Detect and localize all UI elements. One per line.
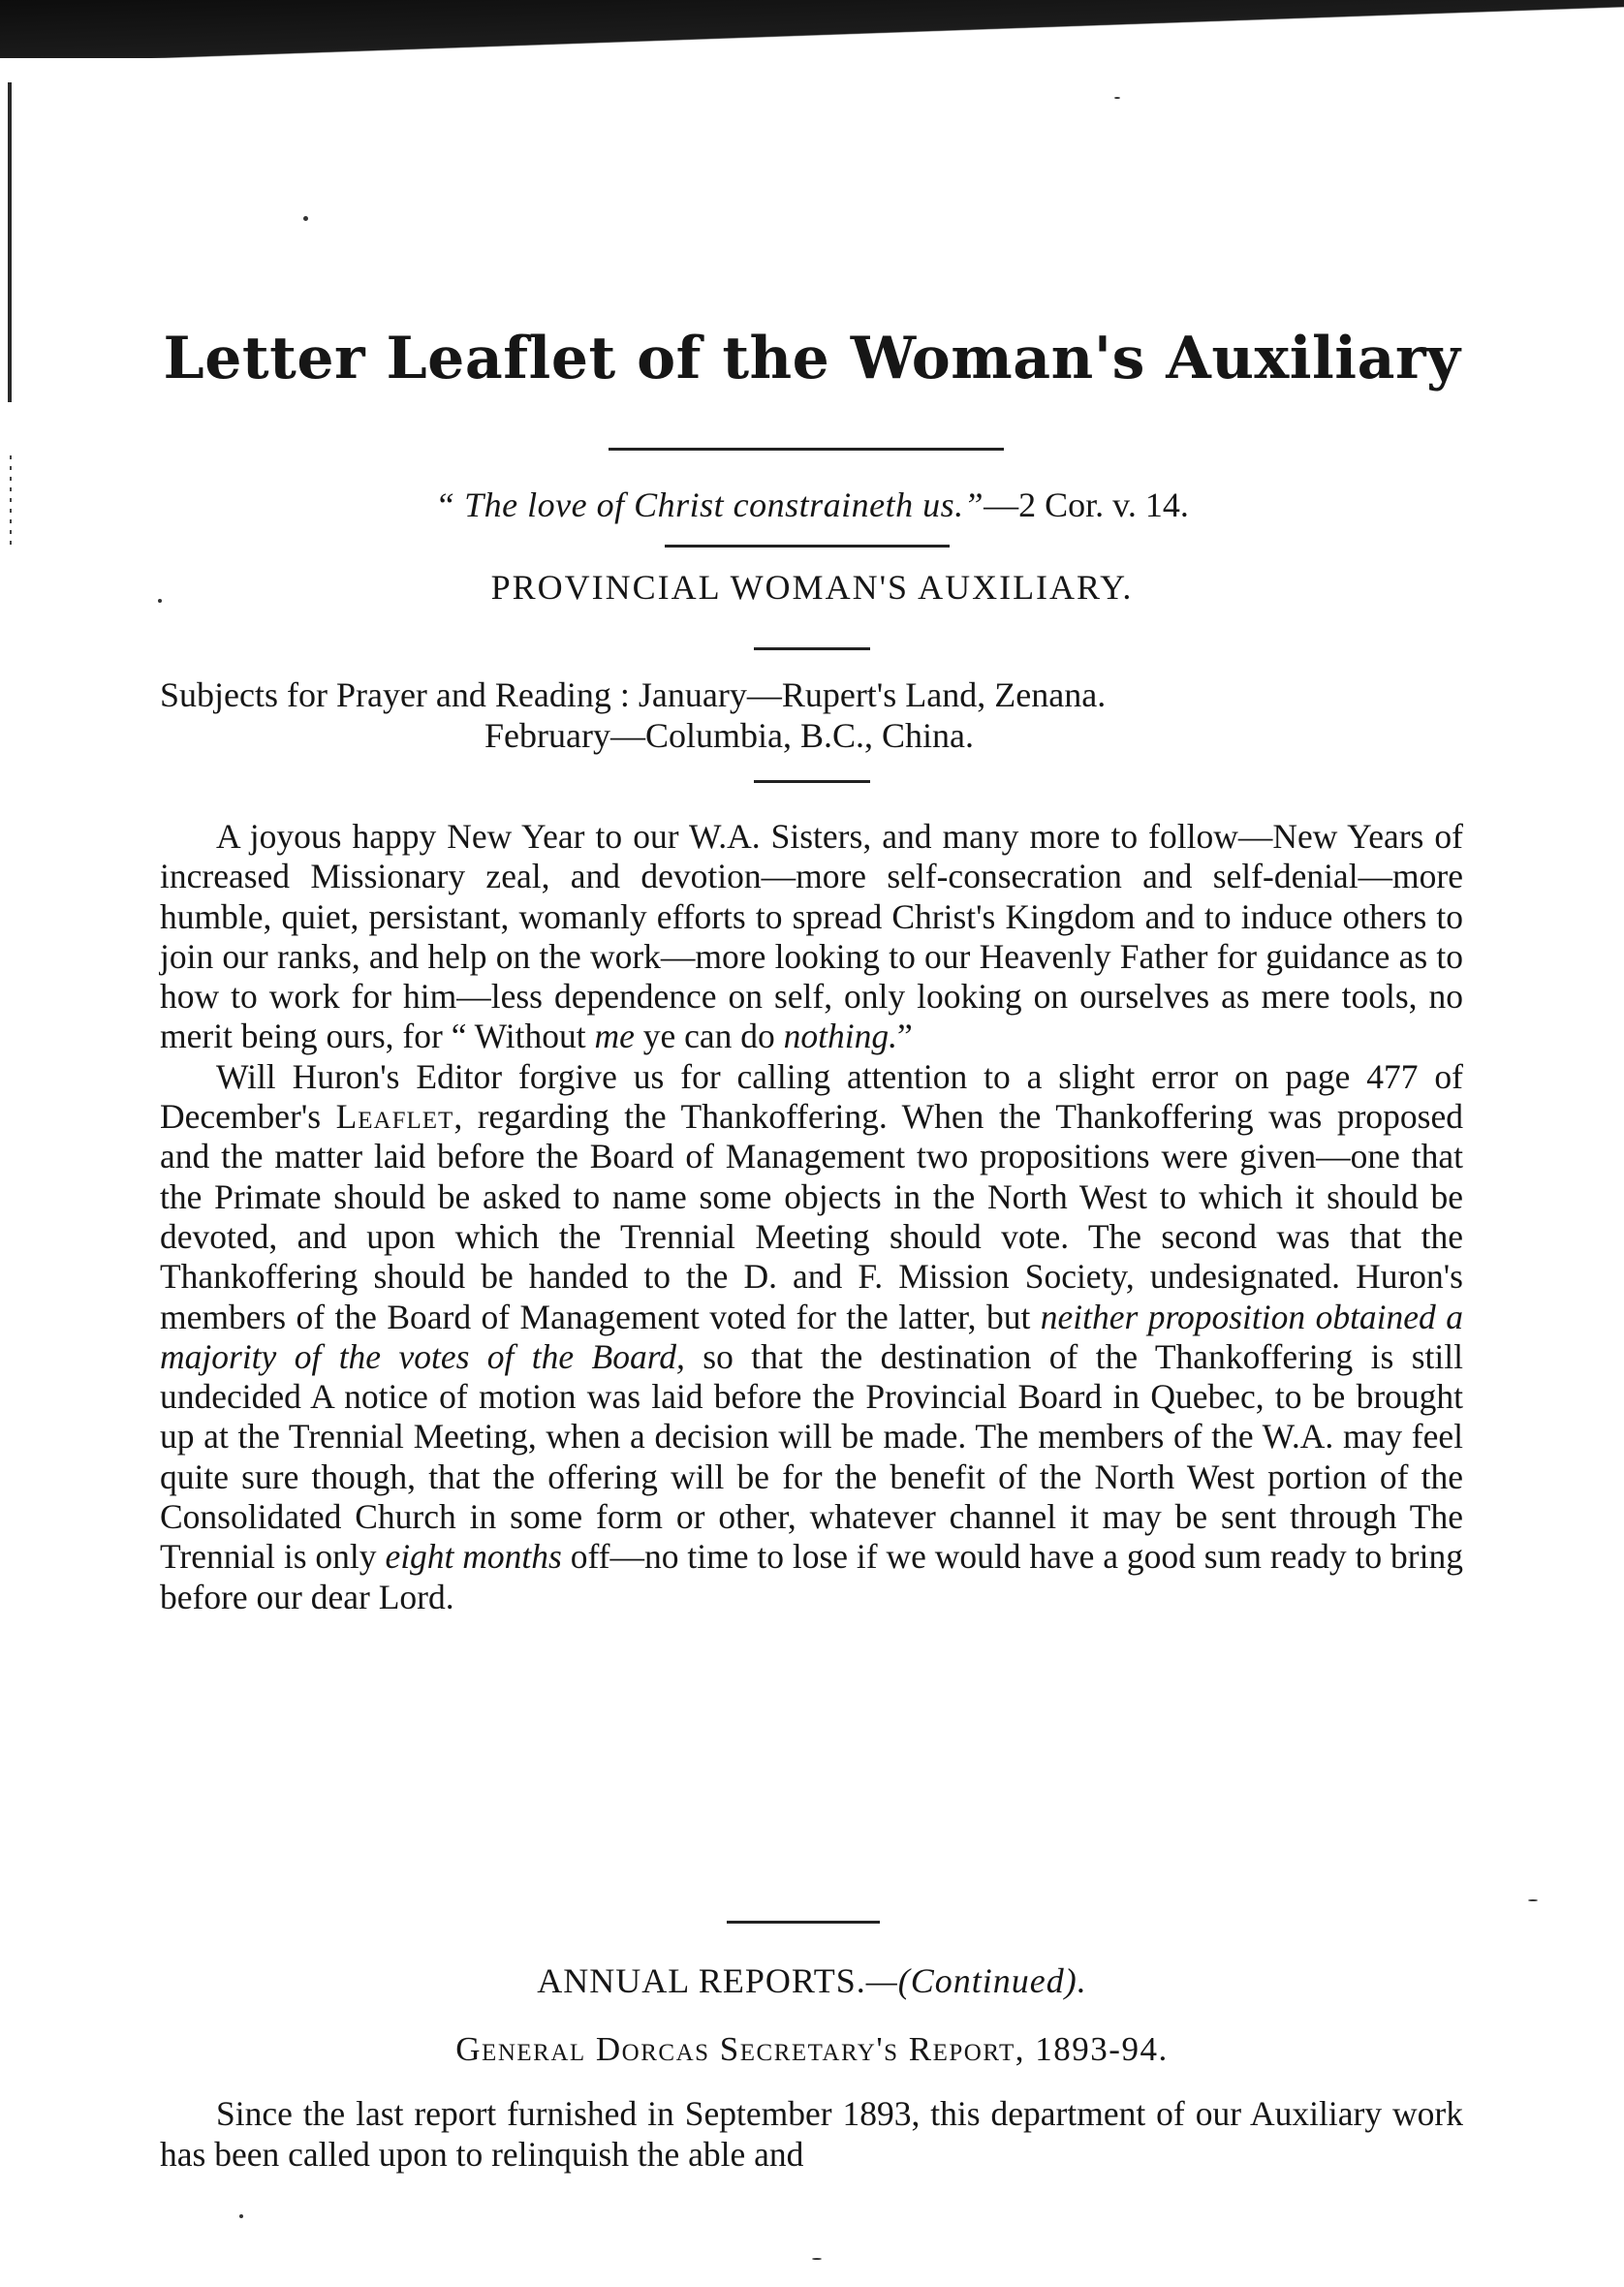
speck <box>303 216 308 221</box>
main-body <box>160 817 1463 1617</box>
motto-reference: —2 Cor. v. 14. <box>984 486 1189 524</box>
emphasis: eight months <box>385 1537 562 1577</box>
speck <box>1528 1899 1538 1901</box>
text-run: Will Huron's Editor forgive us for calling attention to a slight error on page 477 of December's <box>160 1056 1463 1137</box>
title-rule <box>609 448 1004 451</box>
top-edge-bar <box>0 0 1624 58</box>
text-run: , regarding the Thankoffering. When the Thankoffering was proposed and the matter laid before the Board of Management two propositions were given—one that the Primate should be asked to name some objects in the North West to which it should be devoted, and upon which the Trennial Meeting should vote. The second was that the Thankoffering should be handed to the D. and F. Mission Society, undesignated. Huron's members of the Board of Management voted for the latter, but <box>160 1097 1463 1336</box>
text-run: off—no time to lose if we would have a good sum ready to bring before our dear Lord. <box>160 1537 1463 1616</box>
speck <box>239 2214 243 2218</box>
motto-quote: “ The love of Christ constraineth us.” <box>435 486 984 524</box>
leaflet-title: Letter Leaflet of the Woman's Auxiliary <box>163 325 1461 392</box>
speck <box>812 2258 822 2260</box>
subjects-rule <box>754 780 870 783</box>
emphasis: me <box>594 1017 635 1056</box>
section-heading: PROVINCIAL WOMAN'S AUXILIARY. <box>490 568 1134 607</box>
annual-reports-title: ANNUAL REPORTS. <box>537 1961 866 2000</box>
emphasis: nothing. <box>783 1017 898 1056</box>
report-paragraph: Since the last report furnished in September 1893, this department of our Auxiliary work has been called upon to relinquish the able and <box>160 2094 1463 2174</box>
dorcas-report-subheading: General Dorcas Secretary's Report, 1893-94. <box>455 2030 1169 2068</box>
prayer-subjects <box>160 674 1463 756</box>
motto-rule <box>665 545 950 548</box>
subjects-line-1: Subjects for Prayer and Reading : January—Rupert's Land, Zenana. <box>160 675 1107 714</box>
thankoffering-paragraph <box>160 1057 1463 1617</box>
text-run: ye can do <box>634 1017 784 1056</box>
speck <box>1114 97 1120 99</box>
emphasis: neither proposition obtained a majority of the votes of the Board, <box>160 1297 1463 1376</box>
continued-label: —(Continued). <box>865 1961 1087 2000</box>
section-divider-rule <box>727 1921 880 1924</box>
text-run: so that the destination of the Thankoffering is still undecided A notice of motion was laid before the Provincial Board in Quebec, to be brought up at the Trennial Meeting, when a decision will be made. The members of the W.A. may feel quite sure though, that the offering will be for the benefit of the North West portion of the Consolidated Church in some form or other, whatever channel it may be sent through The Trennial is only <box>160 1336 1463 1577</box>
subjects-line-2: February—Columbia, B.C., China. <box>484 716 974 755</box>
annual-reports-heading <box>0 1960 1624 2001</box>
leaflet-small-caps: Leaflet <box>335 1097 454 1137</box>
report-opening <box>160 2093 1463 2175</box>
motto <box>0 485 1624 525</box>
new-year-paragraph <box>160 817 1463 1057</box>
text-run: A joyous happy New Year to our W.A. Sisters, and many more to follow—New Years of increased Missionary zeal, and devotion—more self-consecration and self-denial—more humble, quiet, persistant, womanly efforts to spread Christ's Kingdom and to induce others to join our ranks, and help on the work—more looking to our Heavenly Father for guidance as to how to work for him—less dependence on self, only looking on ourselves as mere tools, no merit being ours, for “ Without <box>160 817 1463 1056</box>
section-rule <box>754 647 870 650</box>
text-run: ” <box>897 1017 913 1056</box>
